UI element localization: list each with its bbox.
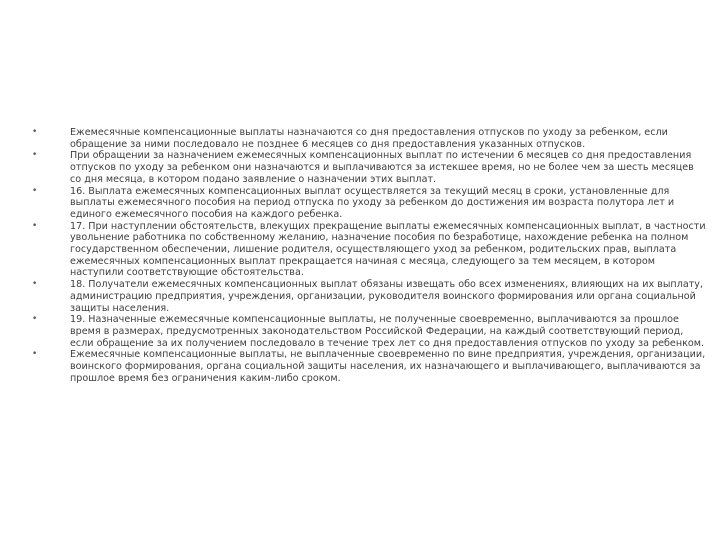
- bullet-icon: •: [32, 279, 38, 290]
- list-item-text: 19. Назначенные ежемесячные компенсационные выплаты, не полученные своевременно, выплачиваются за прошлое время в размерах, предусмотренных законодательством Российской Федерации, на каждый соответствующий период, если обращение за их получением последовало в течение трех лет со дня предоставления отпусков по уходу за ребенком.: [70, 314, 705, 349]
- list-item: [32, 127, 708, 150]
- list-item: [32, 349, 708, 384]
- list-item: [32, 186, 708, 221]
- bullet-icon: •: [32, 314, 38, 325]
- bullet-icon: •: [32, 220, 38, 231]
- list-item: [32, 150, 708, 185]
- list-item-text: 18. Получатели ежемесячных компенсационных выплат обязаны извещать обо всех изменениях, влияющих на их выплату, администрацию предприятия, учреждения, организации, руководителя воинского формирования или органа социальной защиты населения.: [70, 279, 704, 314]
- bullet-list: [32, 127, 708, 384]
- list-item: [32, 314, 708, 349]
- list-item-text: При обращении за назначением ежемесячных компенсационных выплат по истечении 6 месяцев со дня предоставления отпусков по уходу за ребенком они назначаются и выплачиваются за истекшее время, но не более чем за шесть месяцев со дня месяца, в котором подано заявление о назначении этих выплат.: [70, 150, 694, 185]
- bullet-icon: •: [32, 150, 38, 161]
- list-item: [32, 221, 708, 280]
- bullet-icon: •: [32, 127, 38, 137]
- list-item-text: 16. Выплата ежемесячных компенсационных выплат осуществляется за текущий месяц в сроки, установленные для выплаты ежемесячного пособия на период отпуска по уходу за ребенком до достижения им возраста полутора лет и единого ежемесячного пособия на каждого ребенка.: [70, 185, 675, 220]
- list-item-text: 17. При наступлении обстоятельств, влекущих прекращение выплаты ежемесячных компенсационных выплат, в частности увольнение работника по собственному желанию, назначение пособия по безработице, нахождение ребенка на полном государственном обеспечении, лишение родителя, осуществляющего уход за ребенком, родительских прав, выплата ежемесячных компенсационных выплат прекращается начиная с месяца, следующего за тем месяцем, в котором наступили соответствующие обстоятельства.: [70, 220, 706, 279]
- bullet-icon: •: [32, 349, 38, 360]
- list-item: [32, 279, 708, 314]
- list-item-text: Ежемесячные компенсационные выплаты назначаются со дня предоставления отпусков по уходу за ребенком, если обращение за ними последовало не позднее 6 месяцев со дня предоставления указанных отпусков.: [70, 127, 668, 150]
- list-item-text: Ежемесячные компенсационные выплаты, не выплаченные своевременно по вине предприятия, учреждения, организации, воинского формирования, органа социальной защиты населения, их назначающего и выплачивающего, выплачиваются за прошлое время без ограничения каким-либо сроком.: [70, 349, 706, 384]
- bullet-icon: •: [32, 185, 38, 196]
